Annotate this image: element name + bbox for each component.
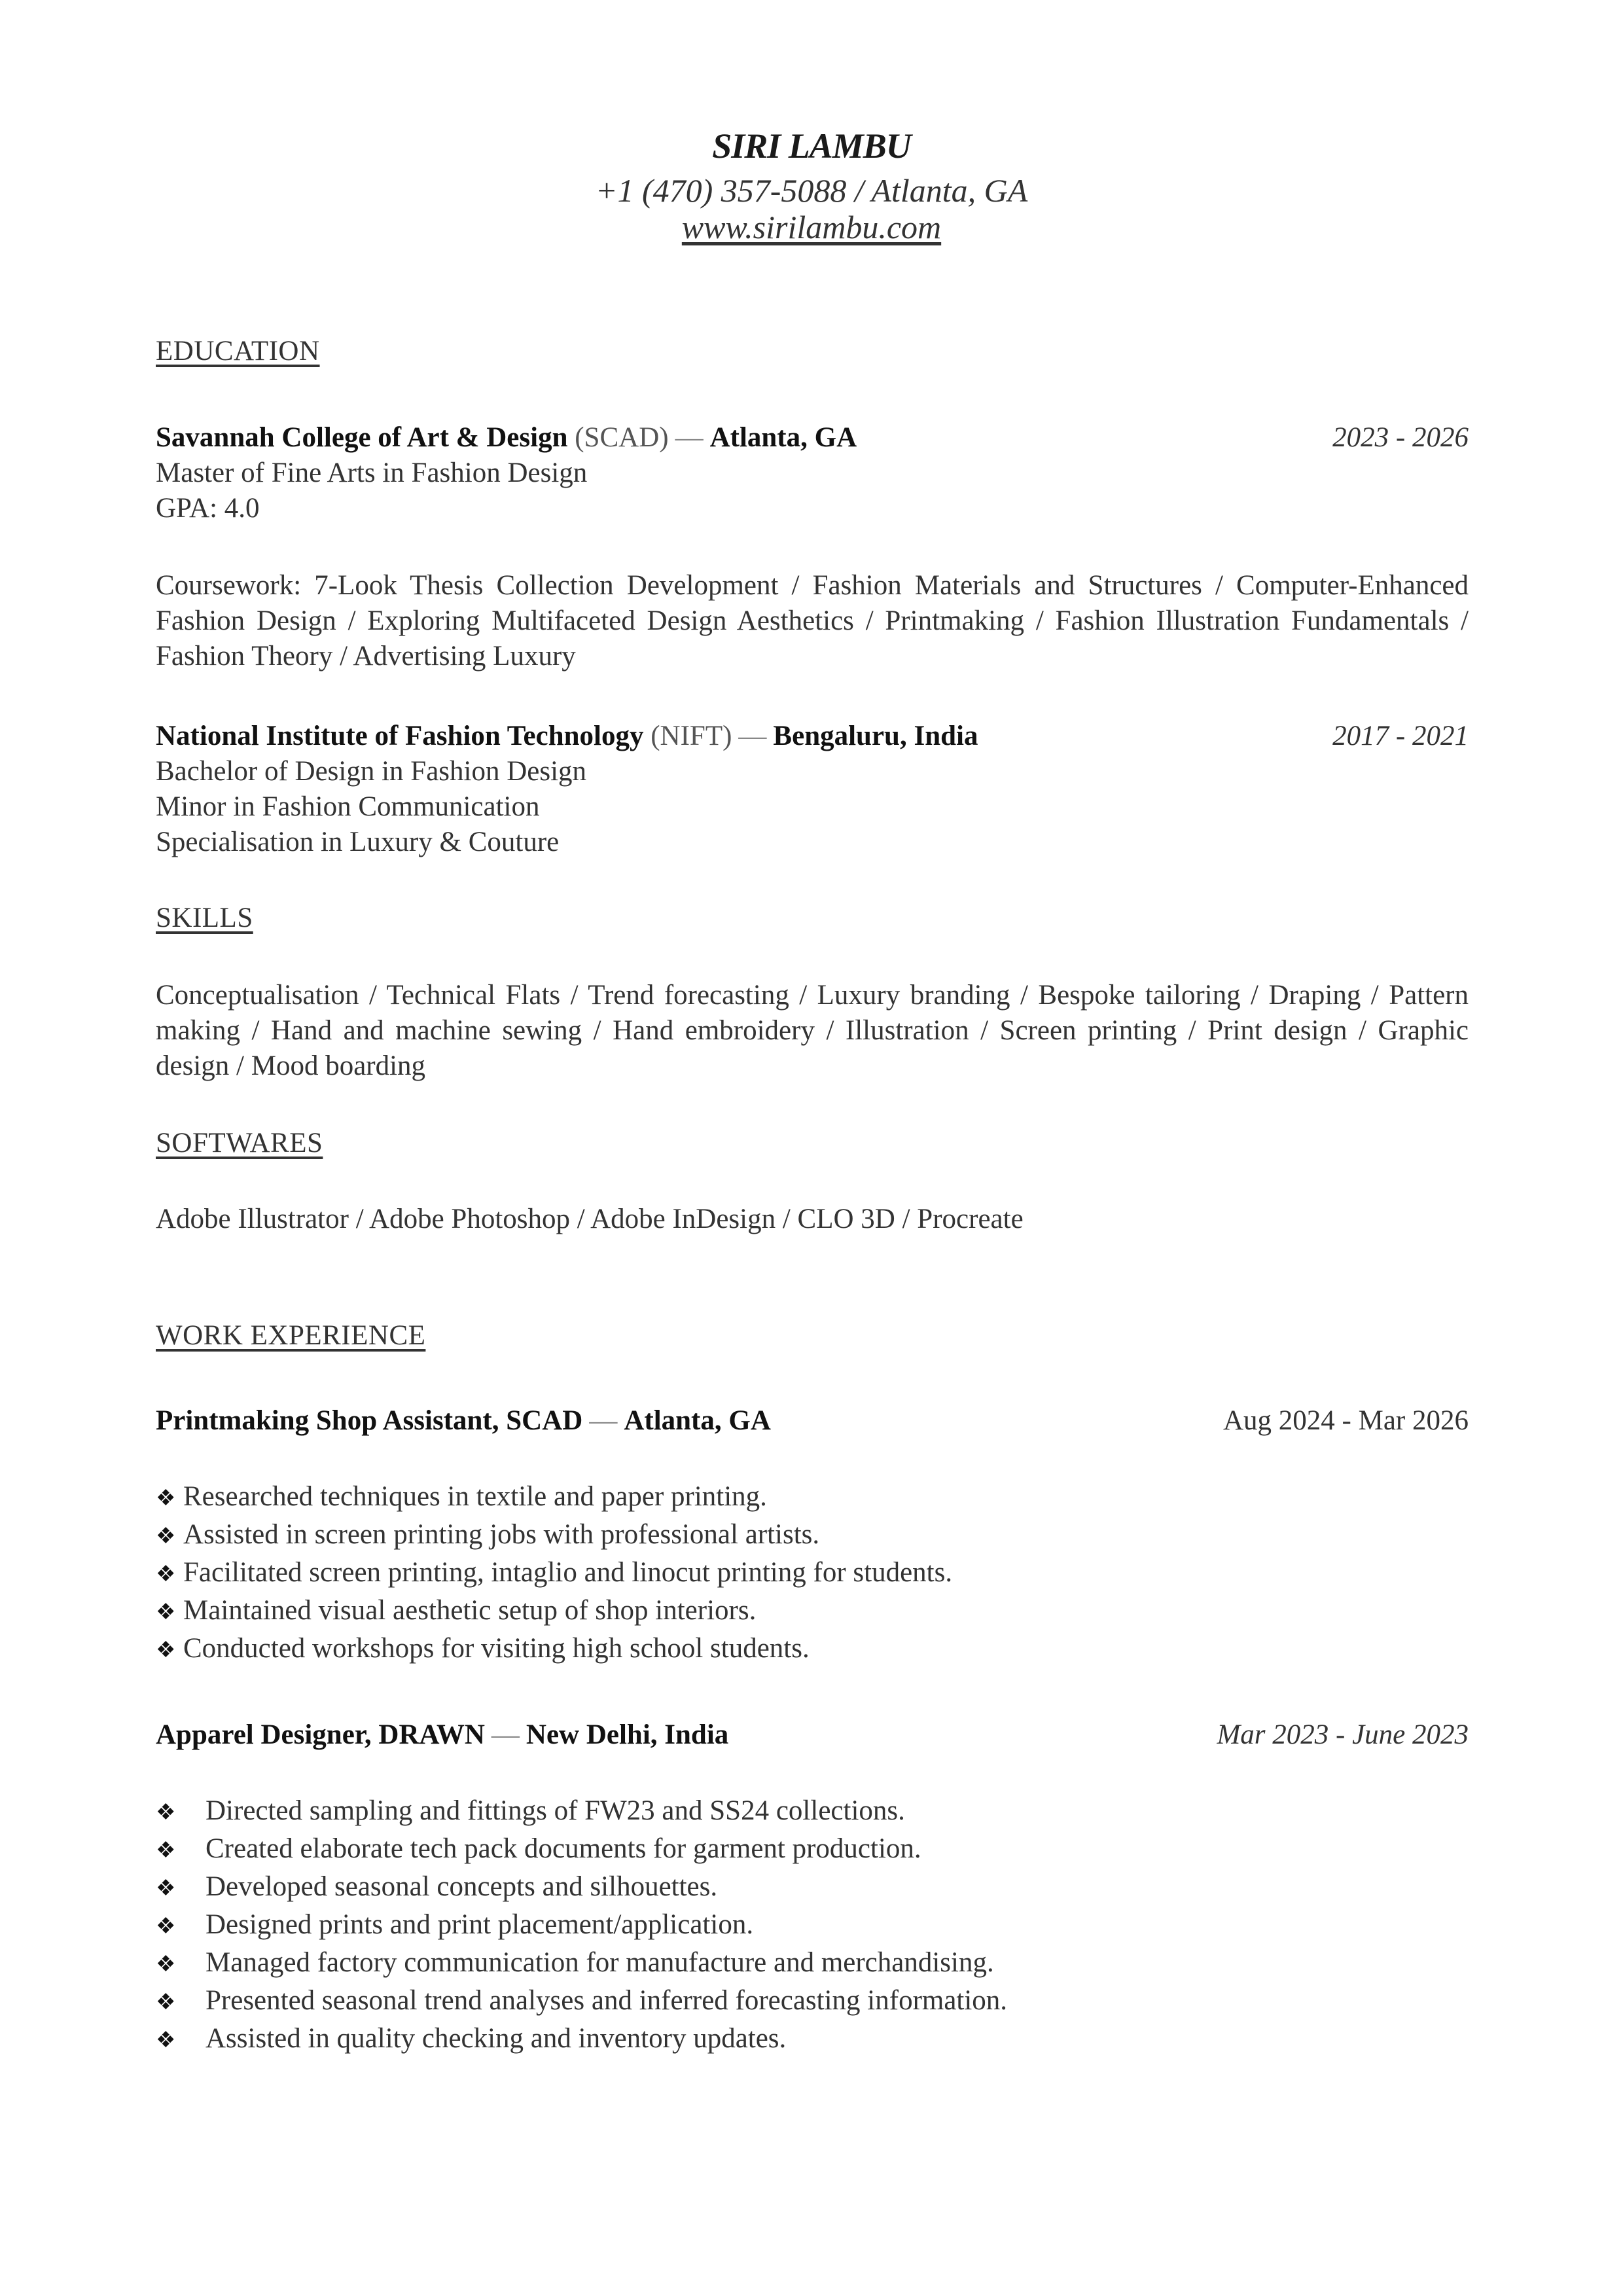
dash-separator: —: [675, 422, 704, 453]
job1-dates: Aug 2024 - Mar 2026: [1222, 1405, 1469, 1436]
job2-location: New Delhi, India: [526, 1719, 729, 1750]
diamond-bullet-icon: ❖: [156, 2028, 176, 2053]
job2-title-line: [156, 1719, 728, 1751]
list-item: ❖ Managed factory communication for manufacture and merchandising.: [156, 1947, 994, 1978]
scad-dates: 2023 - 2026: [1332, 422, 1469, 453]
skills-heading: SKILLS: [156, 903, 253, 933]
diamond-bullet-icon: ❖: [156, 1600, 176, 1624]
list-item: ❖ Developed seasonal concepts and silhouettes.: [156, 1871, 718, 1902]
list-item: ❖ Created elaborate tech pack documents for garment production.: [156, 1833, 921, 1864]
diamond-bullet-icon: ❖: [156, 1914, 176, 1939]
work-heading: WORK EXPERIENCE: [156, 1320, 426, 1351]
diamond-bullet-icon: ❖: [156, 1562, 176, 1587]
dash-separator: —: [589, 1405, 618, 1436]
scad-gpa: GPA: 4.0: [156, 493, 260, 524]
nift-abbr: (NIFT): [651, 721, 732, 751]
scad-abbr: (SCAD): [575, 422, 669, 453]
job1-location: Atlanta, GA: [624, 1405, 771, 1436]
list-item: ❖ Maintained visual aesthetic setup of shop interiors.: [156, 1595, 757, 1626]
scad-coursework: Coursework: 7-Look Thesis Collection Development / Fashion Materials and Structures / Computer-Enhanced Fashion Design / Exploring Multifaceted Design Aesthetics / Printmaking / Fashion Illustration Fundamentals / Fashion Theory / Advertising Luxury: [156, 570, 1469, 672]
nift-minor: Minor in Fashion Communication: [156, 791, 540, 822]
scad-school-line: [156, 422, 857, 454]
list-item: ❖ Assisted in quality checking and inventory updates.: [156, 2023, 787, 2054]
diamond-bullet-icon: ❖: [156, 1839, 176, 1863]
list-item: ❖ Designed prints and print placement/application.: [156, 1909, 754, 1940]
job2-dates: Mar 2023 - June 2023: [1217, 1719, 1469, 1750]
job1-title-line: [156, 1405, 771, 1437]
softwares-text: Adobe Illustrator / Adobe Photoshop / Adobe InDesign / CLO 3D / Procreate: [156, 1204, 1024, 1234]
contact-line: +1 (470) 357-5088 / Atlanta, GA: [595, 172, 1028, 209]
nift-specialisation: Specialisation in Luxury & Couture: [156, 827, 560, 857]
list-item: ❖ Assisted in screen printing jobs with professional artists.: [156, 1519, 820, 1550]
education-heading: EDUCATION: [156, 336, 320, 367]
list-item: ❖ Researched techniques in textile and paper printing.: [156, 1481, 767, 1512]
diamond-bullet-icon: ❖: [156, 1486, 176, 1511]
diamond-bullet-icon: ❖: [156, 1524, 176, 1549]
softwares-heading: SOFTWARES: [156, 1128, 323, 1158]
list-item: ❖ Presented seasonal trend analyses and inferred forecasting information.: [156, 1985, 1008, 2016]
list-item: ❖ Facilitated screen printing, intaglio and linocut printing for students.: [156, 1557, 953, 1588]
website-line: [0, 208, 1623, 246]
nift-dates: 2017 - 2021: [1332, 721, 1469, 751]
diamond-bullet-icon: ❖: [156, 1876, 176, 1901]
scad-degree: Master of Fine Arts in Fashion Design: [156, 457, 588, 488]
dash-separator: —: [738, 721, 767, 751]
nift-school: National Institute of Fashion Technology: [156, 721, 644, 751]
diamond-bullet-icon: ❖: [156, 1990, 176, 2015]
resume-name: SIRI LAMBU: [712, 126, 911, 166]
skills-text: Conceptualisation / Technical Flats / Trend forecasting / Luxury branding / Bespoke tailoring / Draping / Pattern making / Hand and machine sewing / Hand embroidery / Illustration / Screen printing / Print design / Graphic design / Mood boarding: [156, 980, 1469, 1081]
nift-school-line: [156, 720, 978, 752]
scad-school: Savannah College of Art & Design: [156, 422, 568, 453]
diamond-bullet-icon: ❖: [156, 1952, 176, 1977]
website-link[interactable]: www.sirilambu.com: [681, 209, 942, 245]
scad-location: Atlanta, GA: [709, 422, 857, 453]
job1-title: Printmaking Shop Assistant, SCAD: [156, 1405, 583, 1436]
diamond-bullet-icon: ❖: [156, 1801, 176, 1825]
list-item: ❖ Conducted workshops for visiting high school students.: [156, 1633, 810, 1664]
job2-title: Apparel Designer, DRAWN: [156, 1719, 485, 1750]
nift-degree: Bachelor of Design in Fashion Design: [156, 756, 587, 787]
diamond-bullet-icon: ❖: [156, 1638, 176, 1662]
list-item: ❖ Directed sampling and fittings of FW23 and SS24 collections.: [156, 1795, 905, 1826]
nift-location: Bengaluru, India: [773, 721, 978, 751]
dash-separator: —: [491, 1719, 520, 1750]
